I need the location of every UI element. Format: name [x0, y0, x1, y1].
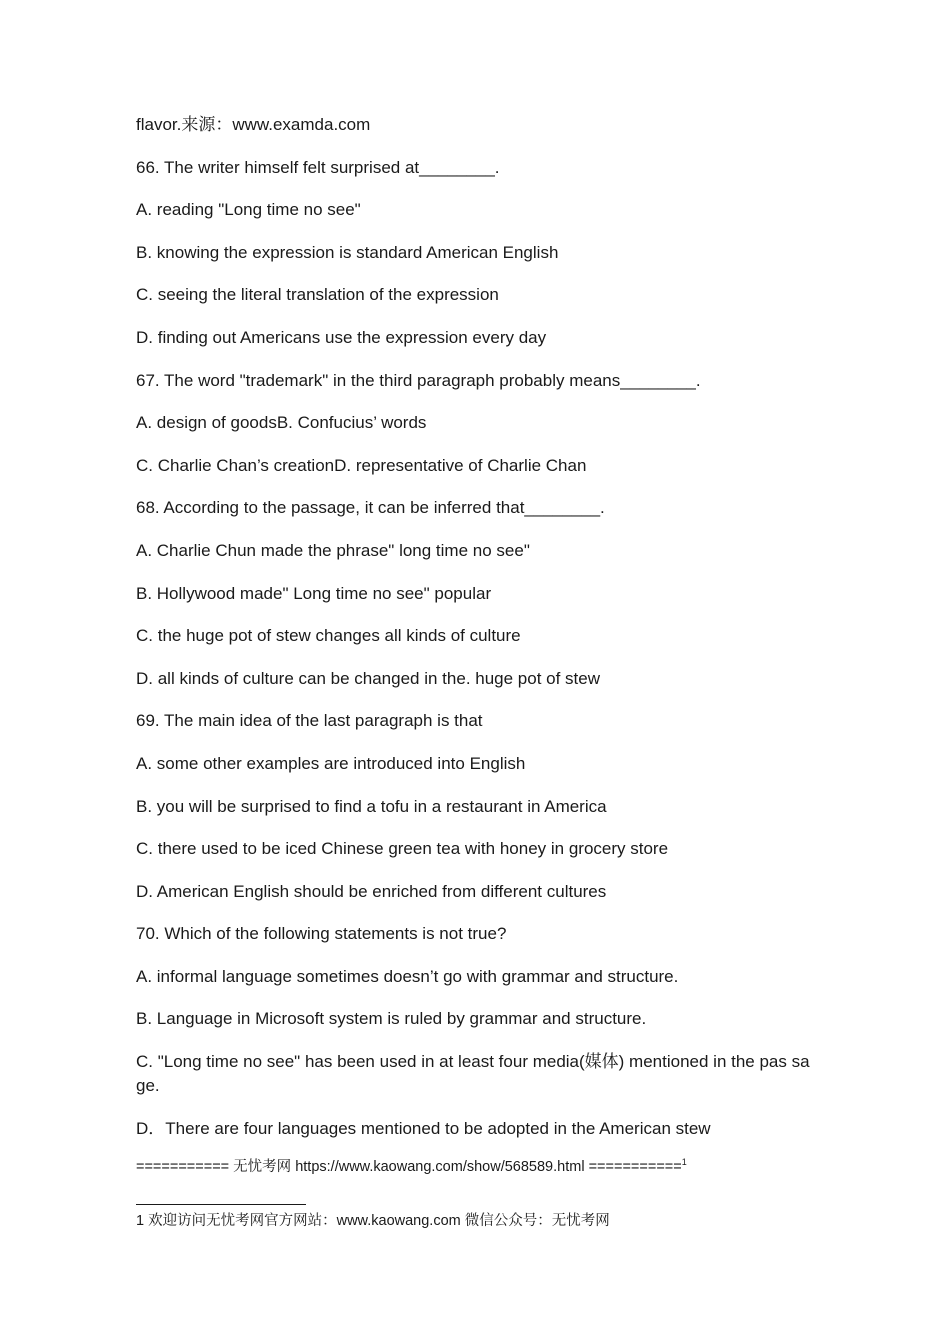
- question-66: 66. The writer himself felt surprised at________.: [136, 157, 500, 177]
- source-divider: [136, 1157, 816, 1177]
- footnote-text: 欢迎访问无忧考网官方网站：www.kaowang.com 微信公众号：无忧考网: [144, 1213, 610, 1229]
- footnote: [136, 1210, 610, 1232]
- footnote-separator: [136, 1204, 306, 1205]
- option-66-d: D. finding out Americans use the expression every day: [136, 327, 547, 347]
- option-68-a: A. Charlie Chun made the phrase" long time no see": [136, 540, 530, 560]
- question-67: 67. The word "trademark" in the third paragraph probably means________.: [136, 370, 701, 390]
- text-line-source: flavor.来源：www.examda.com: [136, 115, 371, 134]
- option-69-d: D. American English should be enriched from different cultures: [136, 881, 607, 901]
- option-66-a: A. reading "Long time no see": [136, 200, 361, 220]
- footnote-reference[interactable]: 1: [681, 1157, 687, 1168]
- question-68: 68. According to the passage, it can be inferred that________.: [136, 498, 605, 518]
- option-68-b: B. Hollywood made" Long time no see" popular: [136, 583, 492, 603]
- source-divider-text: =========== 无忧考网 https://www.kaowang.com/show/568589.html ===========: [136, 1159, 682, 1176]
- option-70-d: D．There are four languages mentioned to be adopted in the American stew: [136, 1118, 711, 1138]
- option-68-c: C. the huge pot of stew changes all kinds of culture: [136, 626, 521, 646]
- option-66-b: B. knowing the expression is standard American English: [136, 242, 559, 262]
- option-69-c: C. there used to be iced Chinese green tea with honey in grocery store: [136, 839, 669, 859]
- option-70-c: C. "Long time no see" has been used in at least four media(媒体) mentioned in the pas sage.: [136, 1052, 810, 1096]
- question-70: 70. Which of the following statements is not true?: [136, 924, 507, 944]
- option-70-a: A. informal language sometimes doesn’t go with grammar and structure.: [136, 966, 679, 986]
- option-66-c: C. seeing the literal translation of the expression: [136, 285, 499, 305]
- question-69: 69. The main idea of the last paragraph is that: [136, 711, 483, 731]
- option-67-cd: C. Charlie Chan’s creationD. representative of Charlie Chan: [136, 455, 587, 475]
- document-body: [136, 113, 816, 1177]
- footnote-number: 1: [136, 1213, 145, 1229]
- option-67-ab: A. design of goodsB. Confucius’ words: [136, 413, 427, 433]
- option-70-b: B. Language in Microsoft system is ruled by grammar and structure.: [136, 1009, 647, 1029]
- option-69-b: B. you will be surprised to find a tofu in a restaurant in America: [136, 796, 607, 816]
- option-69-a: A. some other examples are introduced into English: [136, 753, 526, 773]
- option-68-d: D. all kinds of culture can be changed in the. huge pot of stew: [136, 668, 601, 688]
